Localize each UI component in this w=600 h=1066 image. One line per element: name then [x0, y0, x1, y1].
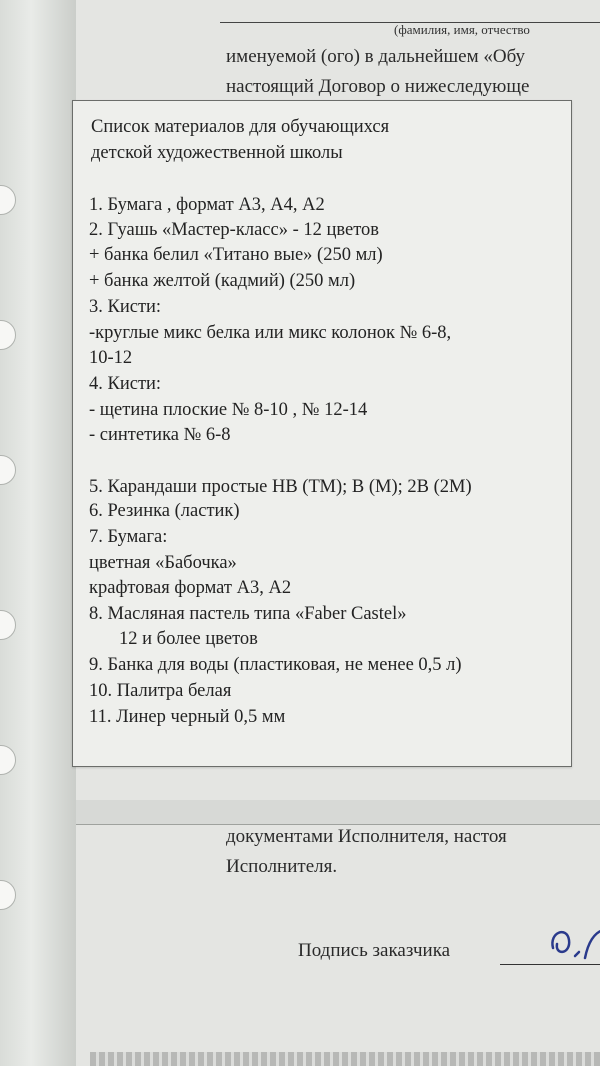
contract-caption: (фамилия, имя, отчество	[394, 22, 530, 37]
binder-hole	[0, 320, 16, 350]
binder-hole	[0, 880, 16, 910]
binder-hole	[0, 455, 16, 485]
list-subtitle: детской художественной школы	[91, 143, 343, 163]
list-item: 12 и более цветов	[119, 629, 258, 649]
list-item: 7. Бумага:	[89, 527, 168, 547]
contract-line: Исполнителя.	[226, 856, 338, 877]
list-item: 3. Кисти:	[89, 297, 162, 317]
list-item: 6. Резинка (ластик)	[89, 501, 240, 521]
list-item: 2. Гуашь «Мастер-класс» - 12 цветов	[89, 220, 380, 240]
list-item: 10. Палитра белая	[89, 681, 232, 701]
binder-hole	[0, 610, 16, 640]
list-title: Список материалов для обучающихся	[91, 117, 390, 137]
contract-line: настоящий Договор о нижеследующе	[226, 76, 530, 97]
list-item: 11. Линер черный 0,5 мм	[89, 707, 286, 727]
page-bottom-edge	[90, 1052, 600, 1066]
handwritten-signature	[545, 918, 600, 968]
binder-hole	[0, 745, 16, 775]
list-item: крафтовая формат А3, А2	[89, 578, 292, 598]
signature-label: Подпись заказчика	[298, 940, 451, 961]
list-item: 9. Банка для воды (пластиковая, не менее 0,5 л)	[89, 655, 462, 675]
binder-hole	[0, 185, 16, 215]
sheet-protector-strip	[0, 0, 78, 1066]
list-item: цветная «Бабочка»	[89, 553, 237, 573]
contract-line: именуемой (ого) в дальнейшем «Обу	[226, 46, 526, 67]
list-item: + банка желтой (кадмий) (250 мл)	[89, 271, 356, 291]
page-edge	[76, 800, 600, 825]
contract-line: документами Исполнителя, настоя	[226, 826, 507, 847]
list-item: - синтетика № 6-8	[89, 425, 231, 445]
list-item: -круглые микс белка или микс колонок № 6-8,	[89, 323, 452, 343]
materials-list-sheet	[72, 100, 572, 767]
list-item: - щетина плоские № 8-10 , № 12-14	[89, 400, 368, 420]
list-item: 1. Бумага , формат А3, А4, А2	[89, 195, 325, 215]
list-item: 8. Масляная пастель типа «Faber Castel»	[89, 604, 407, 624]
list-item: 10-12	[89, 348, 133, 368]
list-item: + банка белил «Титано вые» (250 мл)	[89, 245, 383, 265]
list-item: 4. Кисти:	[89, 374, 162, 394]
list-item: 5. Карандаши простые НВ (ТМ); В (М); 2В (2М)	[89, 477, 472, 497]
